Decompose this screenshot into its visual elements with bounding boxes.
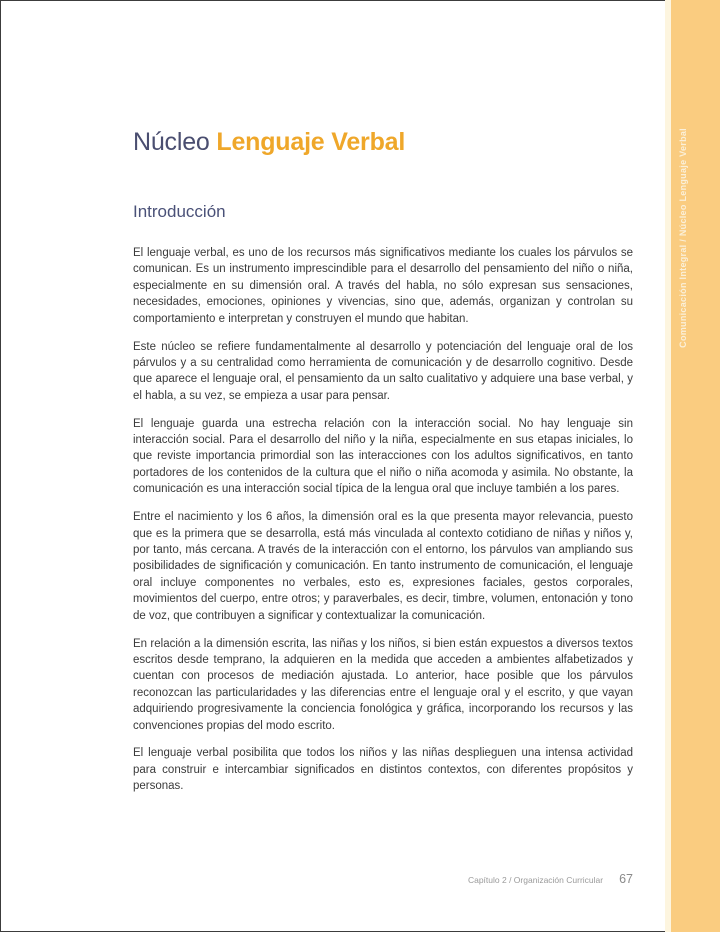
page-edge-top xyxy=(0,0,665,1)
body-paragraph: En relación a la dimensión escrita, las niñas y los niños, si bien están expuestos a diversos textos escritos desde temprano, la adquieren en la medida que acceden a ambientes alfabetizados y cuentan con procesos de mediación ajustada. Lo anterior, hace posible que los párvulos reconozcan las particularidades y las diferencias entre el lenguaje oral y el escrito, y que vayan adquiriendo progresivamente la conciencia fonológica y gráfica, incorporando los recursos y las convenciones propias del modo escrito. xyxy=(133,637,633,732)
footer-chapter-label: Capítulo 2 / Organización Curricular xyxy=(467,875,604,885)
page-title xyxy=(133,128,405,157)
sidebar-tab-band xyxy=(671,0,720,932)
body-paragraph: Este núcleo se refiere fundamentalmente al desarrollo y potenciación del lenguaje oral de los párvulos y a su centralidad como herramienta de comunicación y de desarrollo cognitivo. Desde que aparece el lenguaje oral, el pensamiento da un salto cualitativo y adquiere una base verbal, y el habla, a su vez, se empieza a usar para pensar. xyxy=(133,340,633,402)
sidebar-tab-label: Comunicación Integral / Núcleo Lenguaje Verbal xyxy=(678,128,688,348)
page-footer xyxy=(133,870,633,888)
body-paragraph: El lenguaje guarda una estrecha relación con la interacción social. No hay lenguaje sin interacción social. Para el desarrollo del niño y la niña, especialmente en sus etapas iniciales, lo que reviste importancia primordial son las interacciones con los adultos significativos, en tanto portadores de los contenidos de la cultura que el niño o niña acomoda y asimila. No obstante, la comunicación es una interacción social típica de la lengua oral que incluye también a los pares. xyxy=(133,417,633,496)
page-title-highlight: Lenguaje Verbal xyxy=(216,128,406,156)
body-paragraph: El lenguaje verbal, es uno de los recursos más significativos mediante los cuales los párvulos se comunican. Es un instrumento imprescindible para el desarrollo del pensamiento del niño o niña, especialmente en su dimensión oral. A través del habla, no sólo expresan sus sensaciones, necesidades, emociones, opiniones y vivencias, sino que, además, organizan y controlan su comportamiento e interpretan y construyen el mundo que habitan. xyxy=(133,247,633,325)
body-text-block xyxy=(133,245,633,806)
page-edge-left xyxy=(0,0,1,932)
body-paragraph: El lenguaje verbal posibilita que todos los niños y las niñas desplieguen una intensa actividad para construir e intercambiar significados en distintos contextos, con diferentes propósitos y personas. xyxy=(133,747,633,793)
body-paragraph: Entre el nacimiento y los 6 años, la dimensión oral es la que presenta mayor relevancia, puesto que es la primera que se desarrolla, está más vinculada al contexto cotidiano de niñas y niños y, por tanto, más cercana. A través de la interacción con el entorno, los párvulos van ampliando sus posibilidades de significación y comunicación. En tanto instrumento de comunicación, el lenguaje oral incluye componentes no verbales, esto es, expresiones faciales, gestos corporales, movimientos del cuerpo, entre otros; y paraverbales, es decir, timbre, volumen, entonación y tono de voz, que contribuyen a significar y contextualizar la comunicación. xyxy=(133,511,633,622)
section-heading: Introducción xyxy=(133,202,226,221)
footer-page-number: 67 xyxy=(619,872,633,886)
page-title-prefix: Núcleo xyxy=(133,128,217,156)
